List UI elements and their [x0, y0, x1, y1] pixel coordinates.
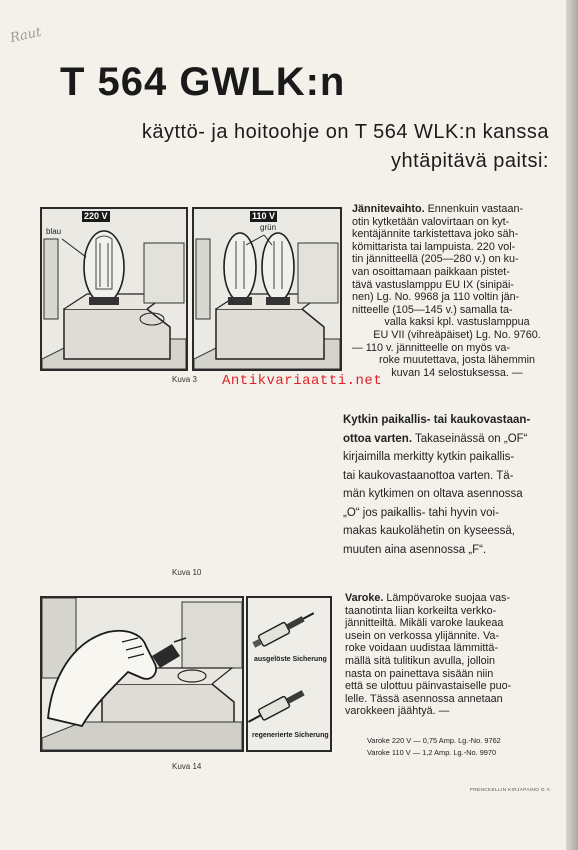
text-line: valla kaksi kpl. vastuslamppua — [384, 316, 530, 329]
fuse-label-released: ausgelöste Sicherung — [254, 656, 327, 663]
text-line: otin kytketään valovirtaan on kyt- — [352, 215, 510, 228]
figure-14-fuse-panel — [246, 596, 332, 752]
text-line: varokkeen jäähtyä. — — [345, 705, 450, 718]
varoke-heading: Varoke. — [345, 592, 384, 604]
kytkin-heading-line-1: Kytkin paikallis- tai kaukovastaan- — [343, 414, 531, 426]
text-line: makas kaukolähetin on kyseessä, — [343, 525, 515, 537]
jannitevaihto-heading: Jännitevaihto. — [352, 203, 425, 215]
text-line: Ennenkuin vastaan- — [424, 203, 524, 215]
text-line: kuvan 14 selostuksessa. — — [391, 366, 523, 379]
voltage-tag-220v: 220 V — [84, 211, 108, 221]
figure-14-main-panel — [40, 596, 244, 752]
text-line: van osoittamaan paikkaan pistet- — [352, 265, 510, 278]
voltage-tag-110v: 110 V — [252, 211, 276, 221]
fuse-label-regenerated: regenerierte Sicherung — [252, 732, 329, 739]
text-line: — 110 v. jännitteelle on myös va- — [352, 341, 511, 354]
text-line: Lämpövaroke suojaa vas- — [383, 592, 511, 604]
text-line: tai kaukovastaanottoa varten. Tä- — [343, 469, 514, 482]
printer-imprint: FRENCKELLIN KIRJAPAINO O.Y. — [470, 788, 551, 793]
figure-14-caption: Kuva 14 — [172, 762, 202, 771]
subtitle-line-2: yhtäpitävä paitsi: — [391, 150, 549, 172]
section-kytkin — [343, 411, 558, 559]
fuse-diagrams — [248, 598, 330, 750]
text-line: roke muutettava, josta lähemmin — [378, 354, 536, 367]
text-line: muuten aina asennossa „F“. — [343, 543, 487, 556]
figure-3-right-panel — [192, 207, 342, 371]
text-line: „O“ jos paikallis- tahi hyvin voi- — [343, 506, 499, 519]
text-line: män kytkimen on oltava asennossa — [343, 488, 523, 500]
text-line: tin jännitteellä (205—280 v.) on ku- — [352, 253, 519, 266]
page-edge-shadow — [566, 0, 578, 850]
text-line: kirjaimilla merkitty kytkin paikallis- — [343, 451, 515, 463]
varoke-spec-110v: Varoke 110 V — 1,2 Amp. Lg.-No. 9970 — [367, 748, 497, 757]
text-line: roke voidaan uudistaa lämmittä- — [345, 642, 499, 655]
text-line: lelle. Tässä asennossa annetaan — [345, 692, 503, 705]
text-line: kömittaristа tai lampuista. 220 vol- — [352, 240, 516, 253]
watermark: Antikvariaatti.net — [222, 373, 383, 389]
text-line: että se ulottuu päinvastaiselle puo- — [345, 680, 512, 693]
text-line: jännitteiltä. Mikäli varoke laukeaa — [345, 617, 504, 630]
text-line: nen) Lg. No. 9968 ja 110 voltin jän- — [352, 291, 520, 304]
section-jannitevaihto — [352, 203, 562, 379]
tube-illustration-110v — [194, 209, 340, 369]
section-varoke — [345, 592, 557, 718]
figure-3-left-panel — [40, 207, 188, 371]
fuse-replacement-illustration — [42, 598, 242, 750]
pencil-note: Raut — [8, 24, 43, 47]
text-line: tävä vastuslamppu EU IX (sinipäi- — [352, 278, 515, 291]
text-line: nitteelle (105—145 v.) samalla ta- — [352, 303, 513, 316]
tube-illustration-220v — [42, 209, 186, 369]
text-line: nasta on painettava sisään niin — [345, 667, 494, 680]
text-line: taanotinta liian korkeilta verkko- — [345, 604, 497, 617]
page-title: T 564 GWLK:n — [60, 60, 346, 104]
text-line: usein on verkossa ylijännite. Va- — [345, 629, 500, 642]
figure-10-caption: Kuva 10 — [172, 568, 202, 577]
figure-3-caption: Kuva 3 — [172, 375, 197, 384]
text-line: kentäjännite tarkistettava joko säh- — [352, 228, 519, 241]
subtitle-line-1: käyttö- ja hoitoohje on T 564 WLK:n kanssa — [141, 121, 549, 143]
kytkin-heading-line-2: ottoa varten. — [343, 432, 413, 445]
text-line: mällä sitä tulitikun avulla, jolloin — [345, 654, 496, 667]
varoke-spec-220v: Varoke 220 V — 0,75 Amp. Lg.-No. 9762 — [367, 736, 501, 745]
wire-label-grun: grün — [260, 223, 277, 232]
text-line: EU VII (vihreäpäiset) Lg. No. 9760. — [373, 328, 541, 341]
page-subtitle — [129, 118, 549, 176]
wire-label-blau: blau — [46, 227, 62, 236]
text-line: Takaseinässä on „OF“ — [412, 432, 528, 445]
